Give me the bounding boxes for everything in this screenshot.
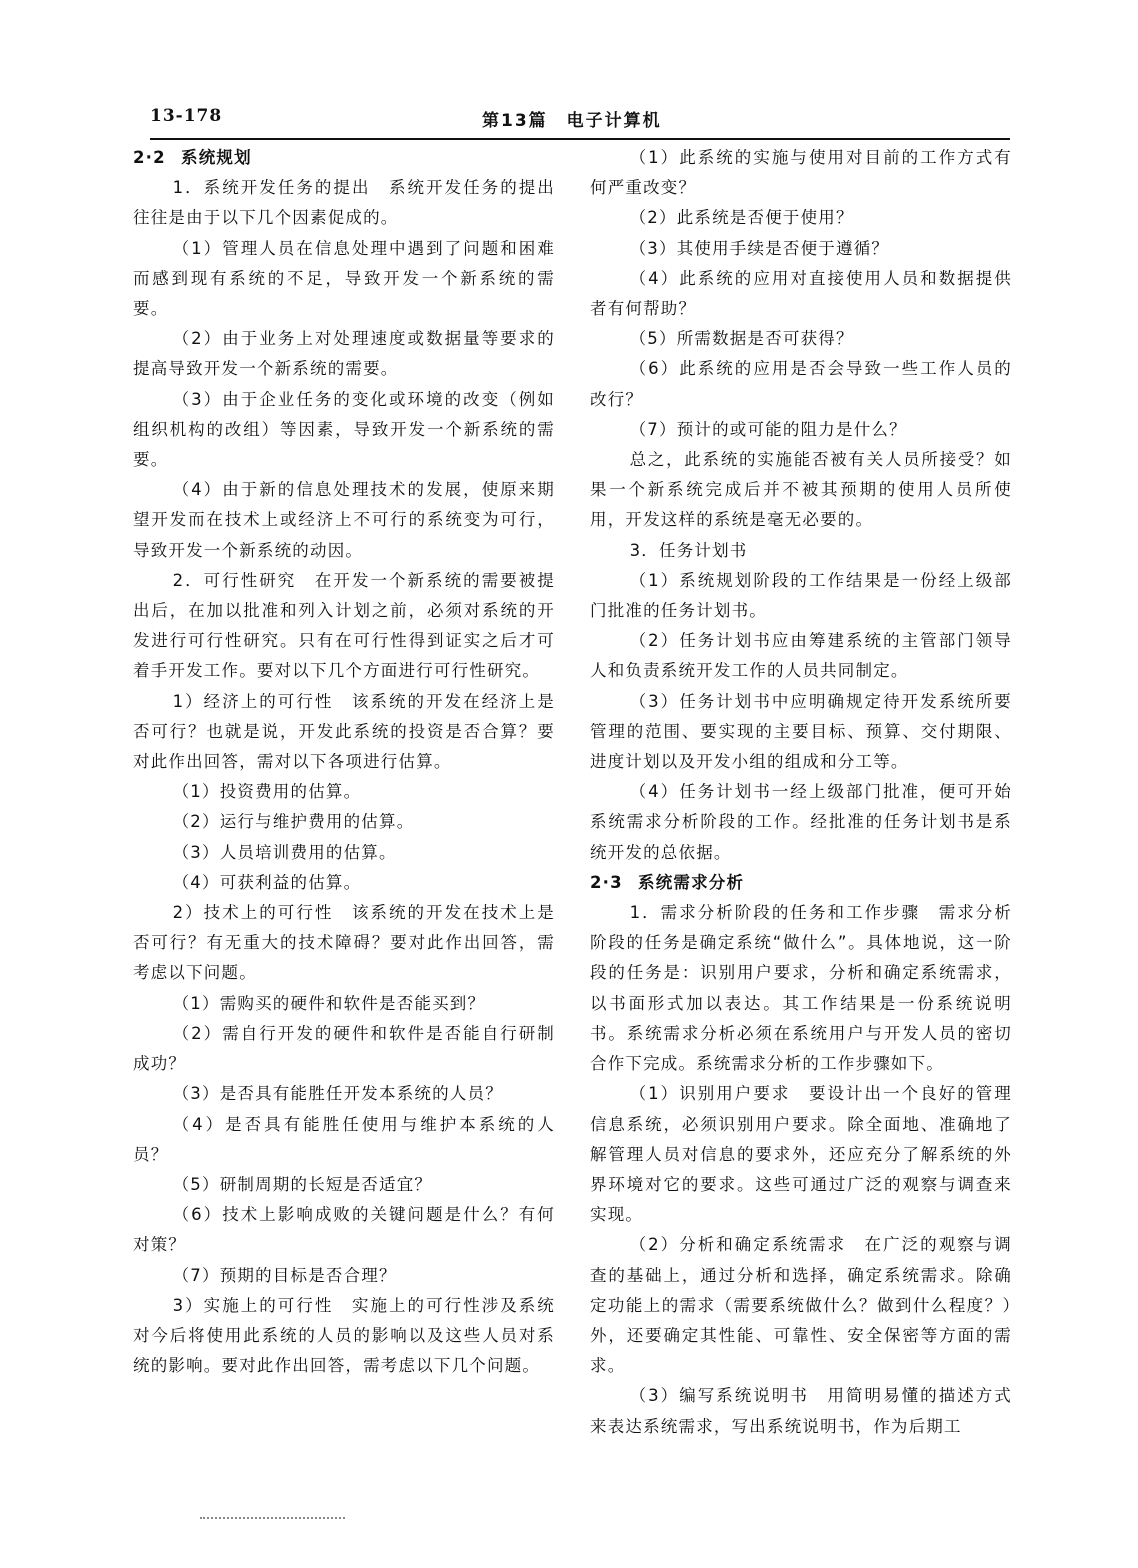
paragraph: （1）管理人员在信息处理中遇到了问题和困难而感到现有系统的不足，导致开发一个新系统的需要。 bbox=[133, 238, 555, 319]
footer-scan-mark bbox=[200, 1517, 345, 1522]
paragraph: （2）分析和确定系统需求 在广泛的观察与调查的基础上，通过分析和选择，确定系统需求。除确定功能上的需求（需要系统做什么？做到什么程度？）外，还要确定其性能、可靠性、安全保密等方面的需求。 bbox=[590, 1235, 1012, 1376]
paragraph: （1）识别用户要求 要设计出一个良好的管理信息系统，必须识别用户要求。除全面地、准确地了解管理人员对信息的要求外，还应充分了解系统的外界环境对它的要求。这些可通过广泛的观察与调查来实现。 bbox=[590, 1084, 1012, 1225]
paragraph: 3）实施上的可行性 实施上的可行性涉及系统对今后将使用此系统的人员的影响以及这些人员对系统的影响。要对此作出回答，需考虑以下几个问题。 bbox=[133, 1295, 555, 1376]
right-column bbox=[590, 143, 1012, 1442]
page-number: 13-178 bbox=[150, 106, 223, 126]
left-column bbox=[133, 143, 555, 1381]
paragraph: （4）任务计划书一经上级部门批准，便可开始系统需求分析阶段的工作。经批准的任务计划书是系统开发的总依据。 bbox=[590, 782, 1012, 862]
paragraph: （5）研制周期的长短是否适宜？ bbox=[172, 1174, 433, 1194]
section-title: 系统规划 bbox=[181, 148, 252, 167]
paragraph: （1）此系统的实施与使用对目前的工作方式有何严重改变？ bbox=[590, 148, 1012, 198]
section-title: 系统需求分析 bbox=[638, 872, 745, 892]
paragraph: （2）此系统是否便于使用？ bbox=[629, 208, 854, 228]
paragraph: （7）预计的或可能的阻力是什么？ bbox=[629, 419, 907, 439]
section-number: 2·2 bbox=[133, 148, 166, 167]
paragraph: （3）由于企业任务的变化或环境的改变（例如组织机构的改组）等因素，导致开发一个新系统的需要。 bbox=[133, 389, 555, 470]
paragraph: （2）任务计划书应由筹建系统的主管部门领导人和负责系统开发工作的人员共同制定。 bbox=[590, 631, 1012, 681]
paragraph: （3）其使用手续是否便于遵循？ bbox=[629, 238, 890, 258]
paragraph: （1）投资费用的估算。 bbox=[172, 782, 362, 802]
paragraph: 2）技术上的可行性 该系统的开发在技术上是否可行？有无重大的技术障碍？要对此作出回答，需考虑以下问题。 bbox=[133, 903, 555, 983]
paragraph: （6）此系统的应用是否会导致一些工作人员的改行？ bbox=[590, 359, 1012, 409]
section-heading bbox=[590, 868, 1012, 898]
paragraph: （3）是否具有能胜任开发本系统的人员？ bbox=[172, 1084, 503, 1104]
paragraph: 2．可行性研究 在开发一个新系统的需要被提出后，在加以批准和列入计划之前，必须对系统的开发进行可行性研究。只有在可行性得到证实之后才可着手开发工作。要对以下几个方面进行可行性研究。 bbox=[133, 570, 555, 681]
paragraph: （7）预期的目标是否合理？ bbox=[172, 1265, 397, 1285]
page-header bbox=[150, 104, 1010, 140]
paragraph: （2）由于业务上对处理速度或数据量等要求的提高导致开发一个新系统的需要。 bbox=[133, 329, 555, 379]
paragraph: 1．需求分析阶段的任务和工作步骤 需求分析阶段的任务是确定系统“做什么”。具体地说，这一阶段的任务是：识别用户要求，分析和确定系统需求，以书面形式加以表达。其工作结果是一份系统说明书。系统需求分析必须在系统用户与开发人员的密切合作下完成。系统需求分析的工作步骤如下。 bbox=[590, 903, 1012, 1074]
paragraph: （3）任务计划书中应明确规定待开发系统所要管理的范围、要实现的主要目标、预算、交付期限、进度计划以及开发小组的组成和分工等。 bbox=[590, 691, 1012, 772]
section-number: 2·3 bbox=[590, 872, 623, 892]
paragraph: （3）人员培训费用的估算。 bbox=[172, 842, 397, 862]
paragraph: （4）由于新的信息处理技术的发展，使原来期望开发而在技术上或经济上不可行的系统变为可行，导致开发一个新系统的动因。 bbox=[133, 480, 555, 560]
paragraph: （4）可获利益的估算。 bbox=[172, 872, 362, 892]
paragraph: （3）编写系统说明书 用简明易懂的描述方式来表达系统需求，写出系统说明书，作为后期工 bbox=[590, 1386, 1012, 1436]
paragraph: （4）此系统的应用对直接使用人员和数据提供者有何帮助？ bbox=[590, 268, 1012, 319]
paragraph: （4）是否具有能胜任使用与维护本系统的人员？ bbox=[133, 1114, 555, 1164]
paragraph: （2）运行与维护费用的估算。 bbox=[172, 812, 415, 832]
section-heading bbox=[133, 143, 555, 173]
paragraph: 3．任务计划书 bbox=[629, 540, 748, 560]
paragraph: 总之，此系统的实施能否被有关人员所接受？如果一个新系统完成后并不被其预期的使用人员所使用，开发这样的系统是毫无必要的。 bbox=[590, 450, 1012, 530]
paragraph: （2）需自行开发的硬件和软件是否能自行研制成功？ bbox=[133, 1023, 555, 1074]
chapter-title: 第13篇 电子计算机 bbox=[482, 111, 662, 131]
paragraph: （1）系统规划阶段的工作结果是一份经上级部门批准的任务计划书。 bbox=[590, 570, 1012, 621]
paragraph: （6）技术上影响成败的关键问题是什么？有何对策？ bbox=[133, 1205, 555, 1255]
paragraph: 1）经济上的可行性 该系统的开发在经济上是否可行？也就是说，开发此系统的投资是否合算？要对此作出回答，需对以下各项进行估算。 bbox=[133, 691, 555, 772]
paragraph: 1．系统开发任务的提出 系统开发任务的提出往往是由于以下几个因素促成的。 bbox=[133, 178, 555, 228]
paragraph: （1）需购买的硬件和软件是否能买到？ bbox=[172, 993, 486, 1013]
paragraph: （5）所需数据是否可获得？ bbox=[629, 329, 854, 349]
